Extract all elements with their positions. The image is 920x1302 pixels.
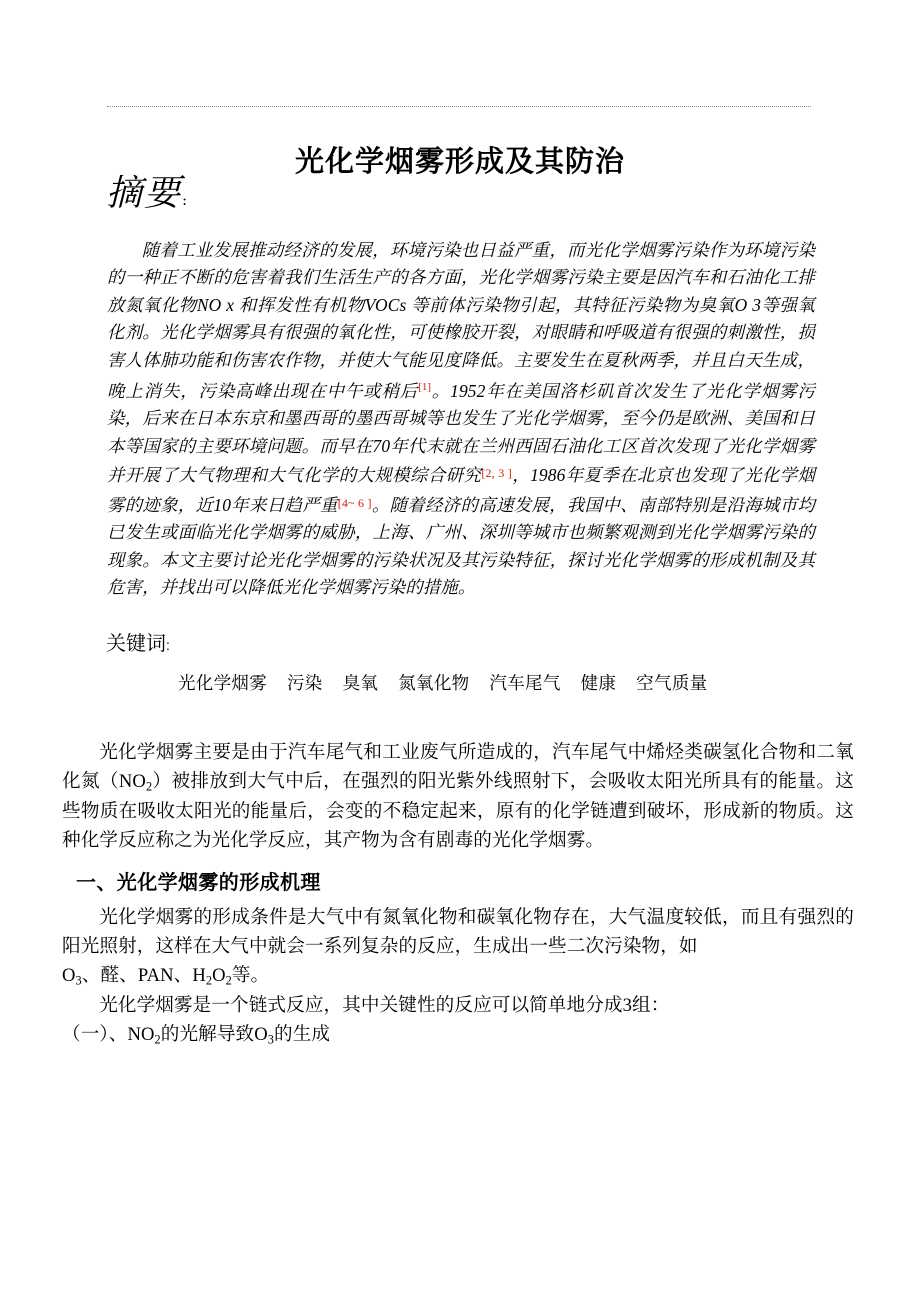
keyword-item: 汽车尾气 xyxy=(489,673,561,693)
citation-marker-2: [2, 3 ] xyxy=(481,466,512,481)
page-title: 光化学烟雾形成及其防治 xyxy=(294,146,625,179)
keywords-label-colon: : xyxy=(166,637,170,653)
abstract-text-4: 。随着经济的高速发展，我国中、南部特别是沿海城市均已发生或面临光化学烟雾的威胁，上海、广州、深圳等城市也频繁观测到光化学烟雾污染的现象。本文主要讨论光化学烟雾的污染状况及其污染特征，探讨光化学烟雾的形成机制及其危害，并找出可以降低光化学烟雾污染的措施。 xyxy=(107,494,815,598)
keywords-label-text: 关键词 xyxy=(106,633,166,655)
subscript-o3: 3 xyxy=(75,973,82,988)
subscript-o3-list: 3 xyxy=(267,1032,274,1047)
section-1-paragraph: 光化学烟雾的形成条件是大气中有氮氧化物和碳氧化物存在，大气温度较低，而且有强烈的阳光照射，这样在大气中就会一系列复杂的反应，生成出一些二次污染物，如 xyxy=(62,906,854,958)
chain-reaction-paragraph: 光化学烟雾是一个链式反应，其中关键性的反应可以简单地分成3组： xyxy=(99,994,670,1016)
list-item-tail: 的生成 xyxy=(274,1024,331,1046)
intro-text-b: ）被排放到大气中后，在强烈的阳光紫外线照射下，会吸收太阳光所具有的能量。这些物质在吸收太阳光的能量后，会变的不稳定起来，原有的化学链遭到破坏，形成新的物质。这种化学反应称之为光化学反应，其产物为含有剧毒的光化学烟雾。 xyxy=(62,771,855,852)
keyword-item: 光化学烟雾 xyxy=(178,673,267,693)
keyword-item: 健康 xyxy=(580,673,617,693)
subscript-no2: 2 xyxy=(145,779,153,794)
section-heading-1: 一、光化学烟雾的形成机理 xyxy=(76,871,321,894)
citation-marker-3: [4~ 6 ] xyxy=(337,495,372,510)
abstract-body xyxy=(107,237,815,601)
keyword-item: 空气质量 xyxy=(636,673,708,693)
abstract-text-2: 。1952年在美国洛杉矶首次发生了光化学烟雾污染，后来在日本东京和墨西哥的墨西哥城等也发生了光化学烟雾，至今仍是欧洲、美国和日本等国家的主要环境问题。而早在70年代末就在兰州西固石油化工区首次发现了光化学烟雾并开展了大气物理和大气化学的大规模综合研究 xyxy=(107,380,815,486)
list-item-prefix: （一）、NO xyxy=(62,1024,155,1046)
intro-text-a: 光化学烟雾主要是由于汽车尾气和工业废气所造成的，汽车尾气中烯烃类碳氢化合物和二氧化氮（NO xyxy=(62,742,854,793)
formula-tail: 等。 xyxy=(231,965,270,987)
formula-mid: 、醛、PAN、H xyxy=(81,965,206,987)
keywords-label xyxy=(106,630,170,659)
keywords-list xyxy=(178,670,707,696)
abstract-label xyxy=(106,172,187,222)
formula-o: O xyxy=(62,965,76,987)
intro-paragraph xyxy=(62,738,854,856)
list-item-mid: 的光解导致O xyxy=(160,1024,268,1046)
keyword-item: 氮氧化物 xyxy=(398,673,470,693)
subscript-no2-list: 2 xyxy=(154,1032,161,1047)
subscript-h2: 2 xyxy=(205,973,213,988)
citation-marker-1: [1] xyxy=(418,381,432,394)
list-item-one xyxy=(62,1020,854,1049)
abstract-label-text: 摘要 xyxy=(106,173,183,214)
abstract-text-1: 随着工业发展推动经济的发展，环境污染也日益严重，而光化学烟雾污染作为环境污染的一种正不断的危害着我们生活生产的各方面，光化学烟雾污染主要是因汽车和石油化工排放氮氧化物NO x 和挥发性有机物VOCs 等前体污染物引起，其特征污染物为臭氧O 3等强氧化剂。光化学烟雾具有很强的氧化性，可使橡胶开裂，对眼睛和呼吸道有很强的刺激性，损害人体肺功能和伤害农作物，并使大气能见度降低。主要发生在夏秋两季，并且白天生成，晚上消失，污染高峰出现在中午或稍后 xyxy=(107,240,815,401)
main-body xyxy=(62,738,854,1050)
abstract-text-3: ，1986年夏季在北京也发现了光化学烟雾的迹象，近10年来日趋严重 xyxy=(107,465,816,515)
formula-line xyxy=(62,961,854,990)
subscript-o2: 2 xyxy=(225,973,232,988)
abstract-label-colon: : xyxy=(182,191,188,209)
keyword-item: 污染 xyxy=(287,673,323,693)
header-dotted-rule xyxy=(107,106,811,107)
formula-o2: O xyxy=(212,965,226,987)
keyword-item: 臭氧 xyxy=(342,673,379,693)
